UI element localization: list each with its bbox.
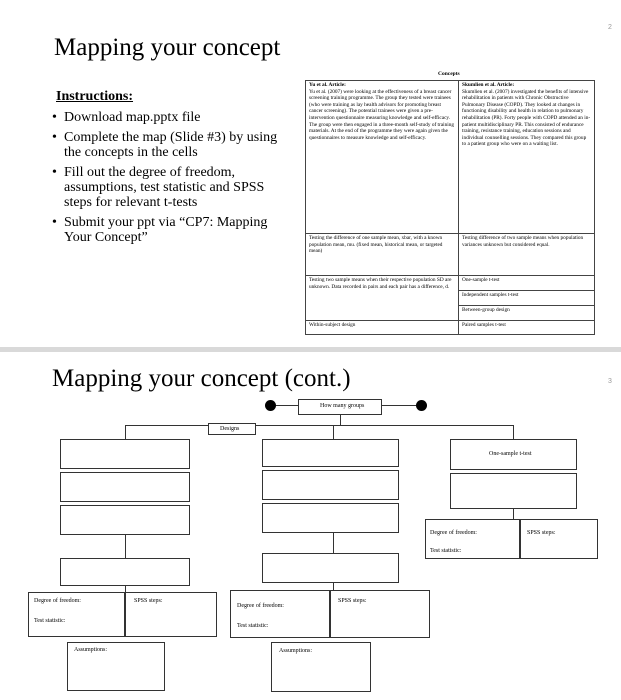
connector-line — [513, 425, 514, 439]
instructions-heading: Instructions: — [56, 89, 134, 104]
table-cell: Within-subject design — [306, 321, 459, 335]
spss-steps-label: SPSS steps: — [134, 598, 163, 604]
answer-box[interactable] — [262, 439, 399, 467]
concepts-heading: Concepts — [438, 71, 460, 77]
test-statistic-label: Test statistic: — [237, 623, 269, 629]
page-number: 2 — [608, 24, 612, 31]
table-cell: Yu et al. Article: Yu et al. (2007) were looking at the effectiveness of a breast cancer screening training programme. The group they tested were trainees (who were training as lay health advisors for promoting breast cancer screening). The potential trainees were given a pre-intervention questionnaire measuring knowledge and self-efficacy. The group were then engaged in a three-month self-study of training materials. At the end of the programme they were again given the questionnaires to measure knowledge and self-efficacy. — [306, 81, 459, 234]
test-statistic-label: Test statistic: — [34, 618, 66, 624]
concepts-table — [305, 80, 595, 335]
answer-box[interactable] — [60, 439, 190, 469]
connector-line — [382, 405, 416, 406]
connector-line — [513, 509, 514, 519]
slide-2 — [0, 0, 621, 347]
one-sample-label: One-sample t-test — [489, 451, 532, 457]
spss-steps-label: SPSS steps: — [527, 530, 556, 536]
slide-3 — [0, 352, 621, 700]
how-many-groups-label: How many groups — [320, 403, 365, 409]
answer-box[interactable] — [60, 505, 190, 535]
instruction-item: • Download map.pptx file — [52, 110, 284, 125]
table-cell: One-sample t-test — [459, 276, 595, 291]
table-cell: Paired samples t-test — [459, 321, 595, 335]
connector-dot — [416, 400, 427, 411]
table-row — [306, 321, 595, 335]
designs-label: Designs — [220, 426, 240, 432]
connector-line — [340, 415, 341, 425]
table-row — [306, 81, 595, 234]
instruction-item: • Submit your ppt via “CP7: Mapping Your Concept” — [52, 215, 284, 245]
test-statistic-label: Test statistic: — [430, 548, 462, 554]
instructions-list — [52, 110, 284, 250]
table-cell: Independent samples t-test — [459, 291, 595, 306]
degree-of-freedom-box[interactable] — [230, 590, 330, 638]
connector-dot — [265, 400, 276, 411]
table-cell: Skumlien et al. Article: Skumlien et al. (2007) investigated the benefits of intensive rehabilitation in patients with Chronic Obstructive Pulmonary Disease (COPD). They looked at changes in functioning disability and health in relation to pulmonary rehabilitation (PR). Forty people with COPD attended an in-patient multidisciplinary PR. This consisted of endurance training, resistance training, education sessions and individual counselling sessions. They compared this group to a patient group who were on a waiting list. — [459, 81, 595, 234]
answer-box[interactable] — [262, 470, 399, 500]
answer-box[interactable] — [60, 472, 190, 502]
table-cell: Between-group design — [459, 306, 595, 321]
answer-box[interactable] — [450, 473, 577, 509]
table-row — [306, 276, 595, 291]
answer-box[interactable] — [262, 503, 399, 533]
table-row — [306, 234, 595, 276]
instruction-item: • Complete the map (Slide #3) by using the concepts in the cells — [52, 130, 284, 160]
spss-steps-label: SPSS steps: — [338, 598, 367, 604]
degree-of-freedom-label: Degree of freedom: — [237, 603, 284, 609]
slide-title: Mapping your concept (cont.) — [52, 365, 351, 392]
page-number: 3 — [608, 378, 612, 385]
connector-line — [333, 533, 334, 553]
connector-line — [276, 405, 298, 406]
assumptions-label: Assumptions: — [279, 648, 313, 654]
degree-of-freedom-label: Degree of freedom: — [34, 598, 81, 604]
assumptions-label: Assumptions: — [74, 647, 108, 653]
table-cell: Testing difference of two sample means when population variances unknown but considered equal. — [459, 234, 595, 276]
answer-box[interactable] — [60, 558, 190, 586]
answer-box[interactable] — [262, 553, 399, 583]
connector-line — [333, 583, 334, 590]
connector-line — [125, 425, 513, 426]
degree-of-freedom-label: Degree of freedom: — [430, 530, 477, 536]
spss-steps-box[interactable] — [520, 519, 598, 559]
slide-title: Mapping your concept — [54, 34, 281, 61]
instruction-item: • Fill out the degree of freedom, assumptions, test statistic and SPSS steps for relevant t-tests — [52, 165, 284, 210]
connector-line — [125, 425, 126, 439]
connector-line — [333, 425, 334, 439]
connector-line — [125, 535, 126, 558]
table-cell: Testing the difference of one sample mean, xbar, with a known population mean, mu. (fixed mean, historical mean, or targeted mean) — [306, 234, 459, 276]
table-cell: Testing two sample means when their respective population SD are unknown. Data recorded in pairs and each pair has a difference, d. — [306, 276, 459, 321]
